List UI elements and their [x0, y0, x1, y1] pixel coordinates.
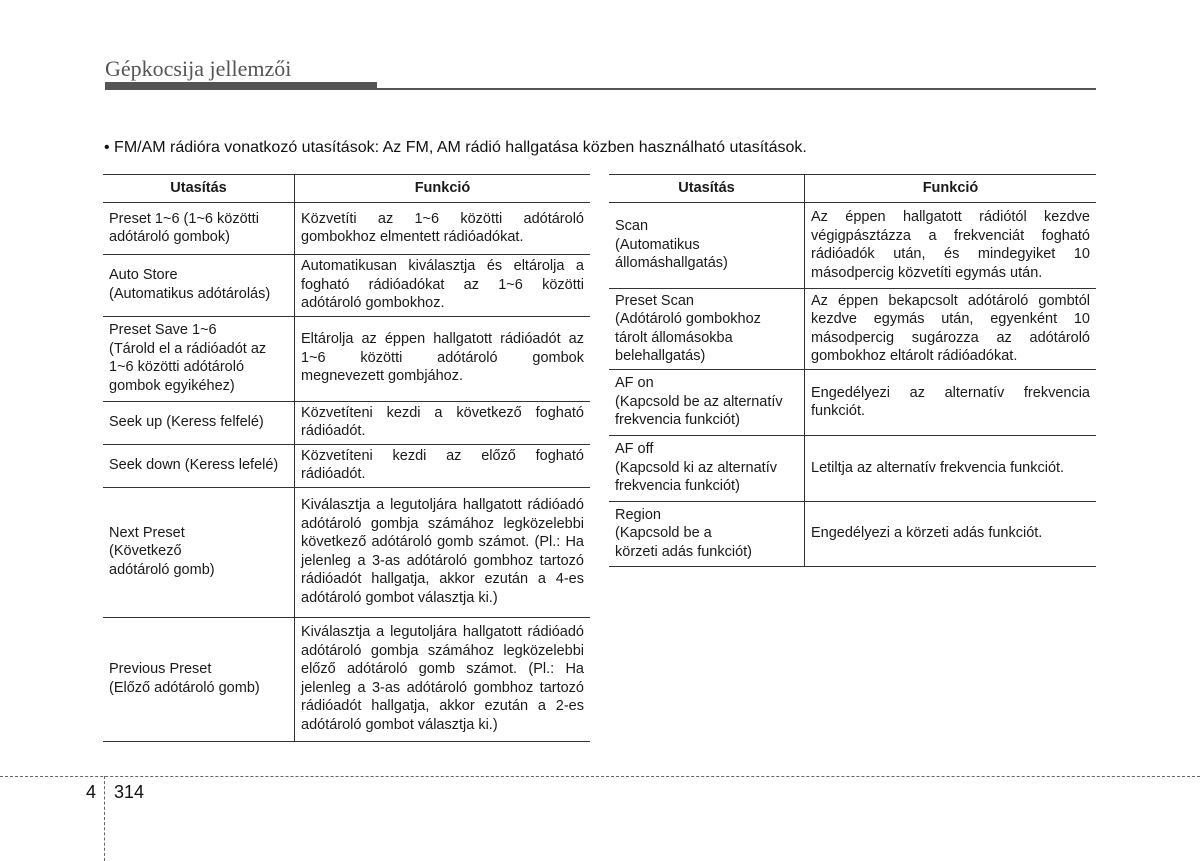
instruction-line: (Automatikus — [615, 236, 700, 253]
function-line: következő adótároló gomb számot. (Pl.: Ha — [301, 534, 584, 550]
function-cell — [295, 401, 591, 444]
function-line: rádióadót hallgatja, akkor ezután a 4-es — [301, 571, 584, 587]
function-line: megnevezett gombjához. — [301, 368, 464, 385]
chapter-number: 4 — [86, 782, 97, 802]
table-row — [609, 203, 1096, 289]
instruction-line: (Előző adótároló gomb) — [109, 679, 260, 696]
function-line: Eltárolja az éppen hallgatott rádióadót az — [301, 331, 584, 348]
function-line: kezdve egymás után, egyenként 10 — [811, 311, 1090, 327]
function-cell — [295, 316, 591, 401]
function-line: rádióadót. — [301, 423, 366, 439]
header-function: Funkció — [805, 175, 1097, 203]
table-row — [103, 401, 590, 444]
table-row — [103, 203, 590, 255]
title-underline-thin — [105, 88, 1096, 90]
instruction-cell — [103, 617, 295, 741]
instruction-line: (Automatikus adótárolás) — [109, 285, 271, 302]
header-function: Funkció — [295, 175, 591, 203]
function-cell — [805, 203, 1097, 289]
instruction-line: (Következő — [109, 543, 182, 560]
instruction-line: Preset 1~6 (1~6 közötti — [109, 210, 259, 227]
instruction-line: Region — [615, 506, 661, 523]
function-cell — [805, 502, 1097, 567]
instruction-line: gombok egyikéhez) — [109, 377, 235, 394]
instruction-line: Seek up (Keress felfelé) — [109, 413, 264, 430]
function-line: Engedélyezi az alternatív frekvencia — [811, 384, 1090, 401]
function-line: Közvetíteni kezdi az előző fogható — [301, 447, 584, 464]
instruction-cell — [609, 203, 805, 289]
instruction-cell — [609, 436, 805, 502]
table-header-row — [103, 175, 590, 203]
function-cell — [805, 370, 1097, 436]
table-row — [103, 255, 590, 317]
function-line: végigpásztázza a frekvenciát fogható — [811, 227, 1090, 244]
function-cell — [295, 487, 591, 617]
instruction-line: (Kapcsold be az alternatív — [615, 393, 783, 410]
function-line: jelenleg a 3-as adótároló gombhoz tartozó — [301, 679, 584, 696]
instruction-line: adótároló gomb) — [109, 561, 215, 578]
instruction-line: AF off — [615, 441, 654, 458]
function-line: rádióadót. — [301, 466, 366, 482]
function-line: adótároló gombot választja ki.) — [301, 589, 498, 606]
table-row — [609, 370, 1096, 436]
instruction-line: frekvencia funkciót) — [615, 412, 740, 429]
instruction-line: tárolt állomásokba — [615, 329, 733, 346]
function-line: Letiltja az alternatív frekvencia funkciót. — [811, 459, 1065, 476]
function-cell — [295, 255, 591, 317]
function-line: Engedélyezi a körzeti adás funkciót. — [811, 525, 1043, 542]
instruction-line: Next Preset — [109, 524, 185, 541]
instruction-line: adótároló gombok) — [109, 229, 230, 245]
instruction-cell — [103, 487, 295, 617]
instruction-cell — [609, 502, 805, 567]
instruction-line: körzeti adás funkciót) — [615, 543, 753, 560]
function-cell — [805, 436, 1097, 502]
function-line: rádióadót hallgatja, akkor ezután a 2-es — [301, 698, 584, 714]
function-line: Az éppen bekapcsolt adótároló gombtól — [811, 292, 1090, 309]
table-row — [609, 502, 1096, 567]
instruction-cell — [103, 444, 295, 487]
instruction-cell — [103, 255, 295, 317]
footer-vertical-dashed-line — [104, 776, 105, 861]
instruction-line: Auto Store — [109, 267, 178, 284]
function-cell — [295, 444, 591, 487]
instruction-line: (Kapcsold be a — [615, 525, 712, 542]
function-line: előző adótároló gomb számot. (Pl.: Ha — [301, 661, 584, 677]
instruction-line: Scan — [615, 218, 649, 235]
instruction-line: (Kapcsold ki az alternatív — [615, 459, 777, 476]
function-line: másodpercig közvetíti egymás után. — [811, 264, 1043, 281]
function-line: Közvetíti az 1~6 közötti adótároló — [301, 210, 584, 227]
function-line: adótároló gombja számához legközelebbi — [301, 642, 584, 659]
instruction-cell — [609, 289, 805, 370]
function-line: gombokhoz eltárolt rádióadókat. — [811, 348, 1018, 364]
instruction-line: (Adótároló gombokhoz — [615, 311, 761, 327]
table-row — [609, 436, 1096, 502]
function-line: másodpercig sugározza az adótároló — [811, 329, 1090, 346]
header-instruction: Utasítás — [609, 175, 805, 203]
intro-text: • FM/AM rádióra vonatkozó utasítások: Az FM, AM rádió hallgatása közben használható utasítások. — [104, 139, 807, 156]
function-cell — [295, 617, 591, 741]
instruction-line: Preset Save 1~6 — [109, 322, 217, 338]
function-line: Automatikusan kiválasztja és eltárolja a — [301, 258, 584, 274]
instruction-line: frekvencia funkciót) — [615, 478, 740, 495]
function-line: Kiválasztja a legutoljára hallgatott rádióadó — [301, 497, 584, 513]
function-line: funkciót. — [811, 403, 865, 419]
function-line: adótároló gombja számához legközelebbi — [301, 515, 584, 532]
page-number: 314 — [114, 782, 145, 802]
function-line: Kiválasztja a legutoljára hallgatott rádióadó — [301, 624, 584, 640]
function-cell — [295, 203, 591, 255]
function-line: jelenleg a 3-as adótároló gombhoz tartozó — [301, 552, 584, 569]
function-line: Az éppen hallgatott rádiótól kezdve — [811, 209, 1090, 225]
instruction-cell — [103, 316, 295, 401]
function-line: adótároló gombot választja ki.) — [301, 716, 498, 733]
table-header-row — [609, 175, 1096, 203]
table-row — [103, 316, 590, 401]
instruction-line: Seek down (Keress lefelé) — [109, 456, 279, 473]
function-line: Közvetíteni kezdi a következő fogható — [301, 404, 584, 421]
left-instructions-table — [103, 174, 590, 742]
section-title: Gépkocsija jellemzői — [105, 56, 292, 81]
function-line: gombokhoz elmentett rádióadókat. — [301, 229, 524, 245]
table-row — [609, 289, 1096, 370]
header-instruction: Utasítás — [103, 175, 295, 203]
instruction-line: belehallgatás) — [615, 348, 706, 364]
table-row — [103, 487, 590, 617]
function-line: 1~6 közötti adótároló gombok — [301, 349, 584, 366]
function-line: adótároló gombokhoz. — [301, 295, 445, 311]
instruction-cell — [609, 370, 805, 436]
instruction-line: állomáshallgatás) — [615, 255, 728, 272]
instruction-line: (Tárold el a rádióadót az — [109, 340, 267, 357]
footer-dashed-line — [0, 776, 1200, 777]
instruction-line: Previous Preset — [109, 661, 212, 677]
instruction-cell — [103, 401, 295, 444]
table-row — [103, 444, 590, 487]
function-cell — [805, 289, 1097, 370]
instruction-cell — [103, 203, 295, 255]
function-line: rádióadók után, és mindegyiket 10 — [811, 246, 1090, 262]
instruction-line: 1~6 közötti adótároló — [109, 359, 245, 375]
function-line: fogható rádióadókat az 1~6 közötti — [301, 276, 584, 293]
instruction-line: Preset Scan — [615, 292, 694, 309]
right-instructions-table — [609, 174, 1096, 567]
table-row — [103, 617, 590, 741]
instruction-line: AF on — [615, 375, 654, 392]
